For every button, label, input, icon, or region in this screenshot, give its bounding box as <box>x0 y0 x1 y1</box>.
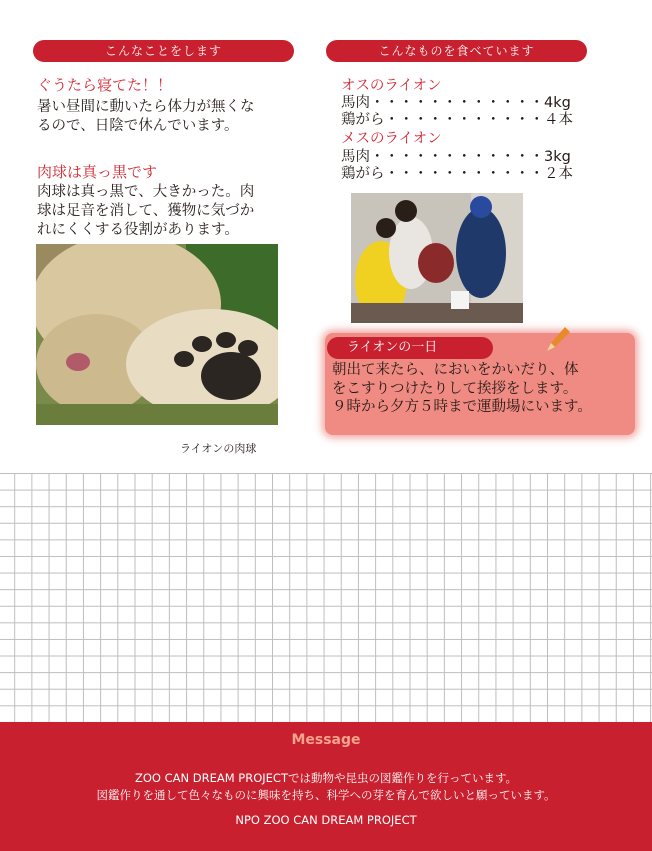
text-sleeping <box>37 98 255 136</box>
message-line-3: NPO ZOO CAN DREAM PROJECT <box>235 813 417 827</box>
message-line-1: ZOO CAN DREAM PROJECTでは動物や昆虫の図鑑作りを行っています。 <box>134 771 518 785</box>
pencil-icon <box>543 325 571 355</box>
male-lion-title: オスのライオン <box>341 78 442 94</box>
message-line-2: 図鑑作りを通して色々なものに興味を持ち、科学への芽を育んで欲しいと願っています。 <box>96 788 556 802</box>
lion-paw-photo <box>36 244 278 425</box>
text-line: ９時から夕方５時まで運動場にいます。 <box>332 399 592 415</box>
text-line: 暑い昼間に動いたら体力が無くな <box>37 99 255 115</box>
female-food-horse: 馬肉・・・・・・・・・・・・3kg <box>341 149 571 165</box>
female-food-chicken: 鶏がら・・・・・・・・・・・２本 <box>341 166 573 182</box>
male-food-horse: 馬肉・・・・・・・・・・・・4kg <box>341 95 571 111</box>
heading-sleeping: ぐうたら寝てた！！ <box>37 76 173 94</box>
section-pill-activities: こんなことをします <box>33 40 294 62</box>
text-line: るので、日陰で休んでいます。 <box>37 118 239 134</box>
text-line: れにくくする役割があります。 <box>37 222 239 238</box>
lion-day-text <box>332 361 592 417</box>
text-line: をこすりつけたりして挨拶をします。 <box>332 380 578 397</box>
photo-caption: ライオンの肉球 <box>180 442 257 455</box>
feeding-photo <box>351 193 523 323</box>
message-footer <box>0 722 652 851</box>
lion-day-title: ライオンの一日 <box>327 337 493 359</box>
grid-note-area <box>0 473 652 722</box>
text-line: 朝出て来たら、においをかいだり、体 <box>332 362 579 378</box>
female-lion-title: メスのライオン <box>341 131 442 147</box>
heading-paw: 肉球は真っ黒です <box>37 163 158 181</box>
section-pill-food: こんなものを食べています <box>326 40 587 62</box>
lion-day-box <box>325 333 635 435</box>
text-paw <box>37 183 254 240</box>
male-food-chicken: 鶏がら・・・・・・・・・・・４本 <box>341 112 573 128</box>
text-line: 肉球は真っ黒で、大きかった。肉 <box>37 184 255 200</box>
text-line: 球は足音を消して、獲物に気づか <box>37 203 255 219</box>
message-title: Message <box>291 732 361 748</box>
